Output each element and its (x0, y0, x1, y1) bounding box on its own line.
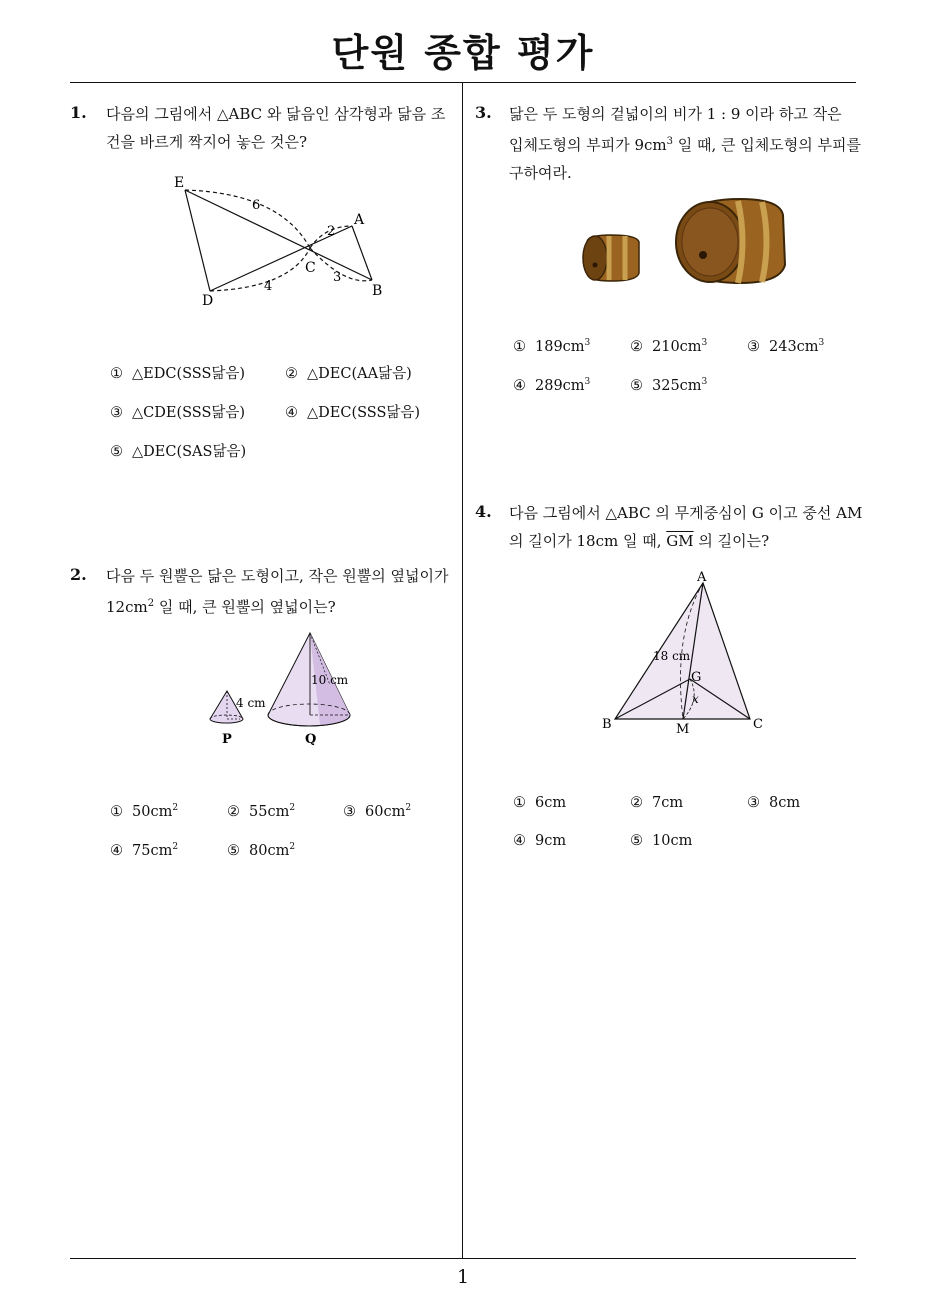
label-A: A (697, 570, 707, 585)
top-divider (70, 82, 856, 83)
option-mark: ⑤ (227, 842, 240, 859)
volume-exponent: 3 (666, 136, 673, 147)
question-text-line (509, 128, 861, 159)
label-Q: Q (305, 732, 317, 747)
option-5[interactable] (630, 833, 692, 849)
option-3[interactable] (110, 401, 245, 422)
question-number: 3. (475, 103, 492, 122)
option-mark: ⑤ (630, 377, 643, 394)
question-text-line: 다음 그림에서 △ABC 의 무게중심이 G 이고 중선 AM (509, 504, 863, 522)
option-text: 189cm (535, 338, 585, 355)
option-exponent: 2 (405, 803, 412, 813)
question-text-part: 의 길이가 18cm 일 때, (509, 532, 667, 550)
option-3[interactable] (747, 795, 800, 811)
option-exponent: 3 (818, 338, 825, 348)
option-exponent: 3 (701, 377, 708, 387)
page-number: 1 (456, 1266, 470, 1288)
option-mark: ③ (110, 405, 123, 421)
volume-value: 입체도형의 부피가 9cm (509, 136, 667, 154)
figure-centroid-triangle (595, 565, 775, 745)
option-2[interactable] (630, 795, 683, 811)
option-mark: ④ (285, 405, 298, 421)
area-exponent: 2 (147, 598, 155, 609)
label-3: 3 (333, 270, 342, 285)
label-6: 6 (252, 198, 261, 213)
option-text: 6cm (535, 795, 567, 811)
question-text-part: 의 길이는? (693, 532, 770, 550)
option-text: 10cm (652, 833, 693, 849)
option-mark: ④ (513, 377, 526, 394)
option-text: 7cm (652, 795, 684, 811)
label-A: A (354, 212, 365, 228)
option-exponent: 2 (172, 842, 179, 852)
option-text: 75cm (132, 842, 173, 859)
option-mark: ④ (110, 842, 123, 859)
label-C: C (753, 717, 763, 732)
option-3[interactable] (343, 803, 411, 820)
option-mark: ② (630, 338, 643, 355)
option-exponent: 2 (289, 842, 296, 852)
option-mark: ① (513, 338, 526, 355)
question-text-line: 건을 바르게 짝지어 놓은 것은? (106, 133, 307, 151)
option-text: 9cm (535, 833, 567, 849)
option-exponent: 2 (172, 803, 179, 813)
option-exponent: 3 (584, 338, 591, 348)
area-value: 12cm (106, 598, 148, 616)
option-5[interactable] (110, 440, 246, 461)
option-1[interactable] (110, 362, 245, 383)
bottom-divider (70, 1258, 856, 1259)
option-text: △CDE(SSS닮음) (132, 405, 246, 421)
option-mark: ⑤ (110, 444, 123, 460)
option-5[interactable] (630, 377, 707, 394)
label-2: 2 (327, 224, 336, 239)
option-5[interactable] (227, 842, 295, 859)
label-x: x (692, 692, 699, 706)
question-text (106, 562, 448, 621)
label-B: B (602, 717, 612, 732)
figure-barrels (575, 195, 795, 290)
question-number: 4. (475, 502, 492, 521)
option-mark: ② (227, 803, 240, 820)
option-text: △DEC(AA닮음) (307, 366, 412, 382)
option-text: 55cm (249, 803, 290, 820)
option-mark: ③ (343, 803, 356, 820)
option-mark: ② (285, 366, 298, 382)
option-text: △DEC(SSS닮음) (307, 405, 421, 421)
option-mark: ③ (747, 795, 760, 811)
option-4[interactable] (285, 401, 420, 422)
label-M: M (676, 722, 690, 737)
question-text-line: 닮은 두 도형의 겉넓이의 비가 1 : 9 이라 하고 작은 (509, 105, 842, 123)
option-4[interactable] (513, 833, 566, 849)
page-title: 단원 종합 평가 (331, 31, 595, 75)
option-exponent: 3 (584, 377, 591, 387)
question-text-line: 다음의 그림에서 △ABC 와 닮음인 삼각형과 닮음 조 (106, 105, 446, 123)
option-text: △DEC(SAS닮음) (132, 444, 247, 460)
option-text: 50cm (132, 803, 173, 820)
label-G: G (691, 670, 702, 685)
option-text: 8cm (769, 795, 801, 811)
question-text (509, 499, 862, 555)
option-3[interactable] (747, 338, 824, 355)
option-2[interactable] (630, 338, 707, 355)
option-exponent: 3 (701, 338, 708, 348)
question-text-line (509, 527, 862, 555)
area-suffix: 일 때, 큰 원뿔의 옆넓이는? (158, 598, 336, 616)
option-text: 289cm (535, 377, 585, 394)
question-text (509, 100, 861, 187)
option-1[interactable] (513, 795, 566, 811)
label-C: C (305, 260, 316, 276)
option-mark: ⑤ (630, 833, 643, 849)
question-number: 2. (70, 565, 87, 584)
option-1[interactable] (513, 338, 590, 355)
option-mark: ① (110, 366, 123, 382)
option-text: △EDC(SSS닮음) (132, 366, 246, 382)
option-mark: ① (513, 795, 526, 811)
option-text: 210cm (652, 338, 702, 355)
question-number: 1. (70, 103, 87, 122)
option-4[interactable] (513, 377, 590, 394)
segment-GM: $\overline{GM}$ (666, 532, 694, 550)
label-D: D (202, 293, 214, 309)
option-mark: ② (630, 795, 643, 811)
figure-crossed-triangles (160, 168, 400, 313)
option-mark: ① (110, 803, 123, 820)
label-large-height: 10 cm (311, 673, 349, 687)
question-text (106, 100, 445, 156)
large-barrel-icon (676, 199, 785, 283)
option-4[interactable] (110, 842, 178, 859)
label-small-height: 4 cm (236, 696, 266, 710)
column-divider (462, 83, 463, 1258)
label-B: B (372, 283, 383, 299)
label-4: 4 (264, 279, 273, 294)
label-18cm: 18 cm (653, 649, 691, 663)
small-barrel-icon (583, 235, 639, 281)
option-text: 243cm (769, 338, 819, 355)
label-E: E (174, 175, 185, 191)
label-P: P (222, 732, 232, 747)
question-text-line: 다음 두 원뿔은 닮은 도형이고, 작은 원뿔의 옆넓이가 (106, 567, 449, 585)
option-2[interactable] (285, 362, 412, 383)
option-exponent: 2 (289, 803, 296, 813)
question-text-line: 구하여라. (509, 164, 572, 182)
option-text: 325cm (652, 377, 702, 394)
option-2[interactable] (227, 803, 295, 820)
option-1[interactable] (110, 803, 178, 820)
option-text: 80cm (249, 842, 290, 859)
option-mark: ③ (747, 338, 760, 355)
volume-suffix: 일 때, 큰 입체도형의 부피를 (673, 136, 861, 154)
option-text: 60cm (365, 803, 406, 820)
option-mark: ④ (513, 833, 526, 849)
figure-similar-cones (200, 625, 370, 750)
question-text-line (106, 590, 448, 621)
